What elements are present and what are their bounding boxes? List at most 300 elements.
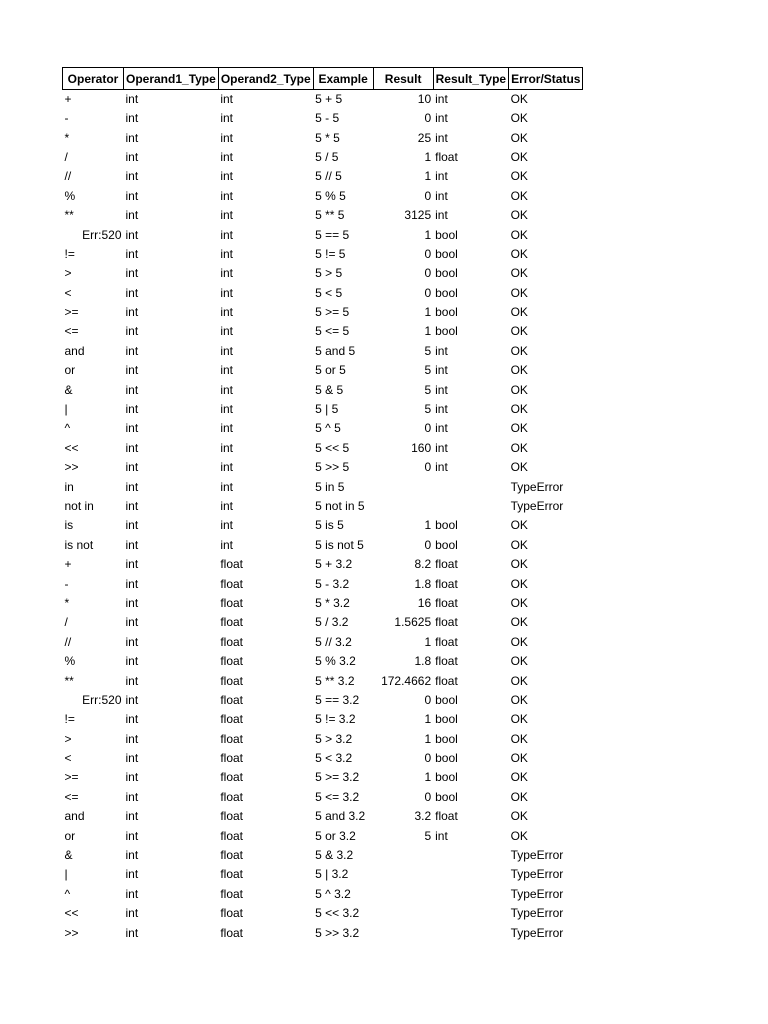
cell-result[interactable]	[373, 923, 433, 942]
cell-operand1-type[interactable]: int	[125, 673, 139, 688]
cell-operator[interactable]: /	[64, 149, 68, 164]
cell-example[interactable]: 5 in 5	[315, 479, 345, 494]
cell-example[interactable]: 5 - 5	[315, 111, 340, 126]
cell-status[interactable]: OK	[510, 382, 528, 397]
cell-result[interactable]: 1	[424, 731, 432, 746]
cell-status[interactable]: OK	[510, 692, 528, 707]
cell-status[interactable]: OK	[510, 169, 528, 184]
cell-example[interactable]: 5 >> 5	[315, 460, 350, 475]
cell-operand1-type[interactable]: int	[125, 111, 139, 126]
header-operand1-type[interactable]: Operand1_Type	[124, 68, 219, 90]
cell-status[interactable]: OK	[510, 208, 528, 223]
cell-example[interactable]: 5 == 3.2	[315, 692, 360, 707]
cell-operator[interactable]: not in	[64, 499, 94, 513]
cell-result[interactable]: 1.8	[414, 654, 432, 669]
cell-example[interactable]: 5 or 3.2	[315, 828, 356, 843]
cell-example[interactable]: 5 ** 5	[315, 208, 345, 223]
cell-result-type[interactable]	[433, 477, 508, 496]
cell-example[interactable]: 5 - 3.2	[315, 576, 350, 591]
cell-result-type[interactable]: bool	[435, 751, 458, 766]
cell-result[interactable]: 0	[424, 751, 432, 766]
cell-operator[interactable]: -	[64, 576, 69, 591]
cell-status[interactable]: OK	[510, 363, 528, 378]
cell-status[interactable]: OK	[510, 673, 528, 688]
cell-status[interactable]: OK	[510, 227, 528, 242]
cell-operator[interactable]: or	[64, 828, 76, 843]
cell-status[interactable]: OK	[510, 712, 528, 727]
header-result[interactable]: Result	[373, 68, 433, 90]
cell-operand2-type[interactable]: int	[220, 246, 233, 261]
cell-operator[interactable]: !=	[64, 246, 75, 261]
cell-status[interactable]: OK	[510, 537, 528, 552]
cell-result-type[interactable]: float	[435, 634, 458, 649]
cell-result[interactable]: 0	[424, 789, 432, 804]
cell-operator[interactable]: <=	[64, 789, 79, 804]
cell-operand2-type[interactable]: float	[220, 906, 243, 921]
cell-result-type[interactable]: bool	[435, 770, 458, 785]
cell-operand2-type[interactable]: float	[220, 886, 243, 901]
cell-status[interactable]: TypeError	[510, 479, 564, 494]
cell-status[interactable]: OK	[510, 111, 528, 126]
cell-operator[interactable]: in	[64, 479, 74, 494]
cell-operand2-type[interactable]: int	[220, 479, 233, 494]
cell-operand1-type[interactable]: int	[125, 848, 139, 863]
cell-operator[interactable]: %	[64, 188, 76, 203]
cell-result[interactable]: 1	[424, 305, 432, 320]
cell-operand1-type[interactable]: int	[125, 751, 139, 766]
cell-example[interactable]: 5 > 3.2	[315, 731, 353, 746]
cell-example[interactable]: 5 ** 3.2	[315, 673, 355, 688]
cell-operand2-type[interactable]: float	[220, 867, 243, 882]
cell-operand1-type[interactable]: int	[125, 634, 139, 649]
cell-operand1-type[interactable]: int	[125, 828, 139, 843]
cell-example[interactable]: 5 | 3.2	[315, 867, 349, 882]
cell-result-type[interactable]: int	[435, 382, 448, 397]
cell-result[interactable]: 5	[424, 343, 432, 358]
header-operand2-type[interactable]: Operand2_Type	[218, 68, 313, 90]
cell-operator[interactable]: and	[64, 343, 85, 358]
cell-operand2-type[interactable]: float	[220, 615, 243, 630]
cell-status[interactable]: TypeError	[510, 906, 564, 921]
cell-operand2-type[interactable]: int	[220, 227, 233, 242]
cell-operand2-type[interactable]: int	[220, 537, 233, 552]
header-example[interactable]: Example	[313, 68, 373, 90]
cell-result[interactable]: 10	[417, 92, 432, 106]
cell-operand1-type[interactable]: int	[125, 925, 139, 940]
cell-operand1-type[interactable]: int	[125, 285, 139, 300]
cell-result[interactable]: 1	[424, 518, 432, 533]
cell-result-type[interactable]: int	[435, 208, 448, 223]
cell-operand2-type[interactable]: int	[220, 499, 233, 513]
cell-result-type[interactable]: float	[435, 809, 458, 824]
cell-result[interactable]: 1.5625	[394, 615, 432, 630]
cell-status[interactable]: OK	[510, 751, 528, 766]
cell-example[interactable]: 5 != 3.2	[315, 712, 356, 727]
cell-operand1-type[interactable]: int	[125, 382, 139, 397]
cell-example[interactable]: 5 < 3.2	[315, 751, 353, 766]
cell-result-type[interactable]: bool	[435, 789, 458, 804]
cell-status[interactable]: OK	[510, 731, 528, 746]
cell-operand1-type[interactable]: int	[125, 479, 139, 494]
cell-result[interactable]: 1	[424, 169, 432, 184]
cell-result[interactable]: 172.4662	[381, 673, 432, 688]
cell-operator[interactable]: <	[64, 285, 72, 300]
cell-operand2-type[interactable]: int	[220, 382, 233, 397]
cell-example[interactable]: 5 ^ 3.2	[315, 886, 351, 901]
cell-example[interactable]: 5 < 5	[315, 285, 343, 300]
cell-result[interactable]: 0	[424, 285, 432, 300]
cell-operand2-type[interactable]: int	[220, 305, 233, 320]
cell-status[interactable]: TypeError	[510, 499, 564, 513]
cell-example[interactable]: 5 * 3.2	[315, 595, 350, 610]
cell-operand1-type[interactable]: int	[125, 440, 139, 455]
cell-status[interactable]: OK	[510, 828, 528, 843]
cell-result-type[interactable]: bool	[435, 518, 458, 533]
cell-operand2-type[interactable]: int	[220, 208, 233, 223]
cell-status[interactable]: OK	[510, 343, 528, 358]
cell-result-type[interactable]: bool	[435, 731, 458, 746]
cell-operand1-type[interactable]: int	[125, 227, 139, 242]
cell-example[interactable]: 5 * 5	[315, 130, 340, 145]
cell-result-type[interactable]: int	[435, 92, 448, 106]
cell-example[interactable]: 5 % 3.2	[315, 654, 356, 669]
cell-operand1-type[interactable]: int	[125, 692, 139, 707]
cell-operand1-type[interactable]: int	[125, 789, 139, 804]
cell-result[interactable]: 0	[424, 692, 432, 707]
cell-example[interactable]: 5 and 3.2	[315, 809, 366, 824]
cell-operator[interactable]: >>	[64, 925, 79, 940]
cell-operator[interactable]: /	[64, 615, 68, 630]
cell-operand1-type[interactable]: int	[125, 363, 139, 378]
cell-operand1-type[interactable]: int	[125, 615, 139, 630]
cell-result-type[interactable]: bool	[435, 246, 458, 261]
cell-example[interactable]: 5 & 3.2	[315, 848, 354, 863]
cell-result[interactable]	[373, 904, 433, 923]
cell-operand2-type[interactable]: int	[220, 111, 233, 126]
cell-result[interactable]: 0	[424, 266, 432, 281]
cell-result[interactable]: 1	[424, 770, 432, 785]
cell-result-type[interactable]: float	[435, 149, 458, 164]
cell-operand2-type[interactable]: float	[220, 692, 243, 707]
cell-example[interactable]: 5 / 5	[315, 149, 339, 164]
cell-operand1-type[interactable]: int	[125, 867, 139, 882]
cell-example[interactable]: 5 or 5	[315, 363, 346, 378]
header-error-status[interactable]: Error/Status	[509, 68, 583, 90]
cell-operator[interactable]: **	[64, 673, 74, 688]
cell-result[interactable]: 0	[424, 537, 432, 552]
cell-operand1-type[interactable]: int	[125, 188, 139, 203]
cell-status[interactable]: OK	[510, 188, 528, 203]
cell-operand1-type[interactable]: int	[125, 770, 139, 785]
cell-result[interactable]: 5	[424, 363, 432, 378]
cell-result-type[interactable]: bool	[435, 266, 458, 281]
cell-result-type[interactable]: int	[435, 440, 448, 455]
cell-result-type[interactable]: bool	[435, 324, 458, 339]
cell-result[interactable]: 1	[424, 227, 432, 242]
cell-operand1-type[interactable]: int	[125, 343, 139, 358]
cell-operand2-type[interactable]: int	[220, 440, 233, 455]
cell-operand2-type[interactable]: int	[220, 169, 233, 184]
cell-operand1-type[interactable]: int	[125, 712, 139, 727]
cell-operand1-type[interactable]: int	[125, 130, 139, 145]
cell-status[interactable]: OK	[510, 324, 528, 339]
cell-status[interactable]: OK	[510, 305, 528, 320]
cell-status[interactable]: OK	[510, 246, 528, 261]
cell-result-type[interactable]: int	[435, 460, 448, 475]
cell-example[interactable]: 5 == 5	[315, 227, 350, 242]
cell-result-type[interactable]	[433, 885, 508, 904]
cell-operator[interactable]: *	[64, 130, 70, 145]
cell-result[interactable]: 0	[424, 111, 432, 126]
cell-result[interactable]: 1	[424, 324, 432, 339]
cell-result[interactable]: 5	[424, 828, 432, 843]
cell-status[interactable]: OK	[510, 595, 528, 610]
cell-operand2-type[interactable]: float	[220, 557, 243, 572]
cell-result-type[interactable]: float	[435, 615, 458, 630]
cell-result-type[interactable]: bool	[435, 285, 458, 300]
cell-result-type[interactable]: bool	[435, 227, 458, 242]
cell-operand2-type[interactable]: float	[220, 789, 243, 804]
cell-operator[interactable]: >	[64, 731, 72, 746]
cell-operand2-type[interactable]: int	[220, 460, 233, 475]
cell-status[interactable]: OK	[510, 615, 528, 630]
cell-result-type[interactable]: bool	[435, 537, 458, 552]
cell-status[interactable]: OK	[510, 460, 528, 475]
cell-result-type[interactable]	[433, 497, 508, 516]
cell-example[interactable]: 5 and 5	[315, 343, 356, 358]
cell-result-type[interactable]: int	[435, 421, 448, 436]
cell-operator[interactable]: &	[64, 848, 73, 863]
cell-operand1-type[interactable]: int	[125, 460, 139, 475]
cell-result[interactable]	[373, 497, 433, 516]
cell-operand2-type[interactable]: int	[220, 188, 233, 203]
cell-result-type[interactable]: float	[435, 595, 458, 610]
cell-example[interactable]: 5 ^ 5	[315, 421, 341, 436]
cell-example[interactable]: 5 | 5	[315, 402, 339, 417]
cell-status[interactable]: OK	[510, 130, 528, 145]
cell-result-type[interactable]: int	[435, 130, 448, 145]
cell-operand2-type[interactable]: int	[220, 421, 233, 436]
cell-operand1-type[interactable]: int	[125, 208, 139, 223]
cell-operand2-type[interactable]: int	[220, 518, 233, 533]
cell-result-type[interactable]: int	[435, 402, 448, 417]
cell-operator[interactable]: !=	[64, 712, 75, 727]
cell-status[interactable]: OK	[510, 809, 528, 824]
cell-result[interactable]: 3125	[404, 208, 432, 223]
cell-status[interactable]: TypeError	[510, 886, 564, 901]
cell-operator[interactable]: >=	[64, 305, 79, 320]
cell-result[interactable]: 5	[424, 382, 432, 397]
cell-status[interactable]: OK	[510, 149, 528, 164]
cell-operator[interactable]: <<	[64, 906, 79, 921]
cell-operator[interactable]: >	[64, 266, 72, 281]
cell-operand1-type[interactable]: int	[125, 499, 139, 513]
cell-example[interactable]: 5 & 5	[315, 382, 344, 397]
cell-status[interactable]: OK	[510, 92, 528, 106]
cell-status[interactable]: TypeError	[510, 867, 564, 882]
cell-status[interactable]: OK	[510, 634, 528, 649]
cell-operator[interactable]: Err:520	[82, 692, 122, 707]
cell-example[interactable]: 5 is not 5	[315, 537, 364, 552]
cell-operator[interactable]: ^	[64, 886, 71, 901]
cell-status[interactable]: OK	[510, 789, 528, 804]
cell-operand2-type[interactable]: int	[220, 92, 233, 106]
cell-result[interactable]: 16	[417, 595, 432, 610]
cell-operand1-type[interactable]: int	[125, 246, 139, 261]
cell-operator[interactable]: *	[64, 595, 70, 610]
cell-operand2-type[interactable]: float	[220, 576, 243, 591]
cell-operator[interactable]: //	[64, 169, 72, 184]
cell-operator[interactable]: is	[64, 518, 74, 533]
cell-result-type[interactable]: float	[435, 576, 458, 591]
cell-result-type[interactable]	[433, 904, 508, 923]
cell-operator[interactable]: and	[64, 809, 85, 824]
cell-operand1-type[interactable]: int	[125, 92, 139, 106]
cell-result-type[interactable]: float	[435, 557, 458, 572]
cell-operand2-type[interactable]: int	[220, 266, 233, 281]
cell-result[interactable]: 1	[424, 634, 432, 649]
cell-operand2-type[interactable]: int	[220, 363, 233, 378]
cell-result[interactable]: 25	[417, 130, 432, 145]
cell-result-type[interactable]: int	[435, 343, 448, 358]
cell-status[interactable]: OK	[510, 440, 528, 455]
cell-operand1-type[interactable]: int	[125, 402, 139, 417]
cell-result-type[interactable]: bool	[435, 692, 458, 707]
cell-operand2-type[interactable]: float	[220, 673, 243, 688]
cell-example[interactable]: 5 >> 3.2	[315, 925, 360, 940]
cell-operand1-type[interactable]: int	[125, 595, 139, 610]
cell-result-type[interactable]: float	[435, 654, 458, 669]
cell-result-type[interactable]: int	[435, 111, 448, 126]
cell-example[interactable]: 5 <= 5	[315, 324, 350, 339]
cell-operand2-type[interactable]: float	[220, 828, 243, 843]
cell-result[interactable]	[373, 477, 433, 496]
cell-example[interactable]: 5 >= 3.2	[315, 770, 360, 785]
cell-result[interactable]	[373, 885, 433, 904]
cell-status[interactable]: OK	[510, 770, 528, 785]
cell-example[interactable]: 5 >= 5	[315, 305, 350, 320]
cell-example[interactable]: 5 << 5	[315, 440, 350, 455]
cell-operand2-type[interactable]: int	[220, 130, 233, 145]
cell-operator[interactable]: <=	[64, 324, 79, 339]
cell-operand2-type[interactable]: float	[220, 848, 243, 863]
cell-operand1-type[interactable]: int	[125, 518, 139, 533]
cell-operand1-type[interactable]: int	[125, 305, 139, 320]
cell-result[interactable]: 0	[424, 246, 432, 261]
cell-operand2-type[interactable]: float	[220, 595, 243, 610]
cell-operator[interactable]: -	[64, 111, 69, 126]
cell-operand1-type[interactable]: int	[125, 149, 139, 164]
cell-status[interactable]: TypeError	[510, 925, 564, 940]
cell-operator[interactable]: >=	[64, 770, 79, 785]
cell-example[interactable]: 5 != 5	[315, 246, 346, 261]
cell-example[interactable]: 5 << 3.2	[315, 906, 360, 921]
cell-example[interactable]: 5 > 5	[315, 266, 343, 281]
cell-operand1-type[interactable]: int	[125, 576, 139, 591]
cell-status[interactable]: OK	[510, 576, 528, 591]
cell-operator[interactable]: <	[64, 751, 72, 766]
cell-status[interactable]: TypeError	[510, 848, 564, 863]
cell-example[interactable]: 5 / 3.2	[315, 615, 349, 630]
cell-operator[interactable]: &	[64, 382, 73, 397]
cell-operand1-type[interactable]: int	[125, 557, 139, 572]
cell-result[interactable]: 160	[411, 440, 432, 455]
cell-example[interactable]: 5 // 3.2	[315, 634, 352, 649]
cell-operand2-type[interactable]: int	[220, 149, 233, 164]
cell-operator[interactable]: +	[64, 92, 72, 106]
cell-operator[interactable]: |	[64, 402, 68, 417]
cell-operand2-type[interactable]: float	[220, 654, 243, 669]
cell-result-type[interactable]: int	[435, 363, 448, 378]
cell-example[interactable]: 5 // 5	[315, 169, 342, 184]
cell-status[interactable]: OK	[510, 402, 528, 417]
cell-result[interactable]: 0	[424, 188, 432, 203]
cell-example[interactable]: 5 % 5	[315, 188, 346, 203]
cell-result[interactable]: 0	[424, 460, 432, 475]
cell-result-type[interactable]: float	[435, 673, 458, 688]
cell-operand2-type[interactable]: float	[220, 634, 243, 649]
cell-result[interactable]	[373, 865, 433, 884]
cell-operator[interactable]: ^	[64, 421, 71, 436]
cell-status[interactable]: OK	[510, 557, 528, 572]
cell-result[interactable]: 3.2	[414, 809, 432, 824]
cell-operator[interactable]: >>	[64, 460, 79, 475]
cell-operand2-type[interactable]: float	[220, 712, 243, 727]
cell-operator[interactable]: **	[64, 208, 74, 223]
cell-result-type[interactable]: bool	[435, 305, 458, 320]
cell-result-type[interactable]: bool	[435, 712, 458, 727]
cell-operator[interactable]: is not	[64, 537, 94, 552]
cell-result-type[interactable]: int	[435, 828, 448, 843]
cell-operand2-type[interactable]: int	[220, 402, 233, 417]
cell-operator[interactable]: +	[64, 557, 72, 572]
cell-operator[interactable]: %	[64, 654, 76, 669]
cell-status[interactable]: OK	[510, 654, 528, 669]
cell-example[interactable]: 5 is 5	[315, 518, 344, 533]
cell-operand1-type[interactable]: int	[125, 906, 139, 921]
cell-result[interactable]: 1.8	[414, 576, 432, 591]
cell-result-type[interactable]	[433, 865, 508, 884]
cell-operand1-type[interactable]: int	[125, 266, 139, 281]
cell-example[interactable]: 5 + 5	[315, 92, 343, 106]
cell-operand2-type[interactable]: float	[220, 809, 243, 824]
cell-operand2-type[interactable]: int	[220, 324, 233, 339]
cell-operator[interactable]: //	[64, 634, 72, 649]
cell-status[interactable]: OK	[510, 266, 528, 281]
cell-example[interactable]: 5 <= 3.2	[315, 789, 360, 804]
cell-operand1-type[interactable]: int	[125, 421, 139, 436]
cell-result-type[interactable]	[433, 846, 508, 865]
cell-result[interactable]: 1	[424, 149, 432, 164]
cell-operand1-type[interactable]: int	[125, 537, 139, 552]
cell-result[interactable]: 0	[424, 421, 432, 436]
cell-operand1-type[interactable]: int	[125, 886, 139, 901]
cell-operand1-type[interactable]: int	[125, 654, 139, 669]
cell-operand2-type[interactable]: float	[220, 770, 243, 785]
cell-operator[interactable]: or	[64, 363, 76, 378]
cell-result-type[interactable]	[433, 923, 508, 942]
cell-operand1-type[interactable]: int	[125, 809, 139, 824]
cell-operand2-type[interactable]: float	[220, 751, 243, 766]
cell-status[interactable]: OK	[510, 518, 528, 533]
cell-operand2-type[interactable]: int	[220, 343, 233, 358]
cell-example[interactable]: 5 not in 5	[315, 499, 365, 513]
cell-result-type[interactable]: int	[435, 188, 448, 203]
cell-status[interactable]: OK	[510, 285, 528, 300]
cell-result-type[interactable]: int	[435, 169, 448, 184]
header-operator[interactable]: Operator	[63, 68, 124, 90]
cell-result[interactable]: 8.2	[414, 557, 432, 572]
